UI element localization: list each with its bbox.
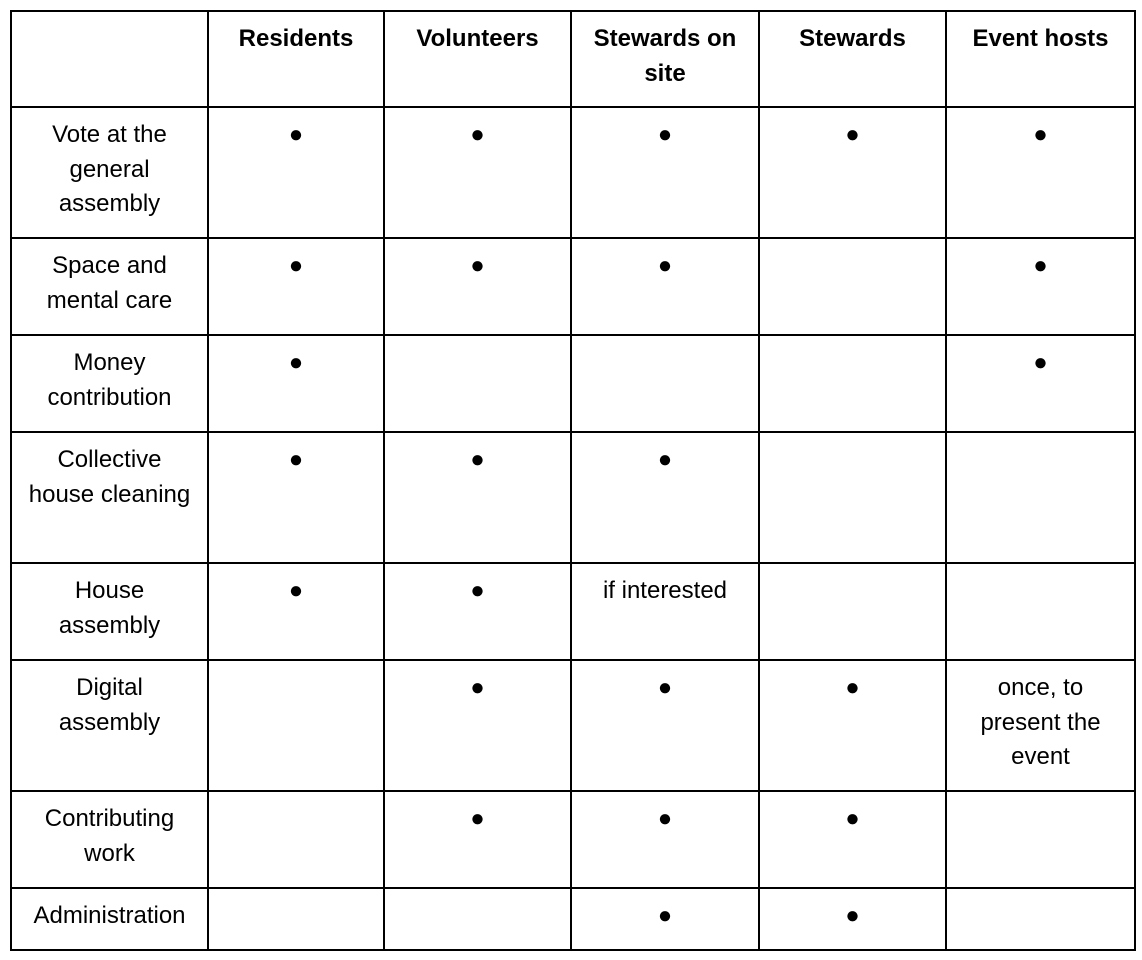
table-cell: ● <box>208 107 384 238</box>
table-cell <box>759 432 946 563</box>
table-cell <box>208 791 384 888</box>
table-cell: ● <box>571 660 759 791</box>
table-row <box>11 335 1135 432</box>
row-label: Vote at the general assembly <box>11 107 208 238</box>
table-cell <box>571 335 759 432</box>
table-row <box>11 888 1135 950</box>
table-cell: ● <box>208 563 384 660</box>
table-cell: ● <box>384 238 571 335</box>
table-cell <box>946 791 1135 888</box>
header-cell-volunteers: Volunteers <box>384 11 571 107</box>
header-cell-stewards: Stewards <box>759 11 946 107</box>
table-cell: ● <box>759 791 946 888</box>
row-label: Digital assembly <box>11 660 208 791</box>
table-row <box>11 107 1135 238</box>
table-cell <box>759 563 946 660</box>
table-cell <box>384 888 571 950</box>
table-cell: ● <box>946 238 1135 335</box>
table-cell: ● <box>571 238 759 335</box>
table-row <box>11 238 1135 335</box>
table-cell: ● <box>384 660 571 791</box>
table-cell: ● <box>571 791 759 888</box>
table-cell: ● <box>759 888 946 950</box>
table-cell: ● <box>208 432 384 563</box>
table-cell: ● <box>384 791 571 888</box>
table-cell <box>208 888 384 950</box>
row-label: Space and mental care <box>11 238 208 335</box>
table-cell: if interested <box>571 563 759 660</box>
table-cell <box>946 563 1135 660</box>
row-label: Administration <box>11 888 208 950</box>
table-cell: ● <box>208 238 384 335</box>
table-row <box>11 791 1135 888</box>
table-cell <box>759 238 946 335</box>
row-label: Collective house cleaning <box>11 432 208 563</box>
table-cell: ● <box>208 335 384 432</box>
row-label: Contributing work <box>11 791 208 888</box>
table-row <box>11 563 1135 660</box>
table-cell: ● <box>384 432 571 563</box>
table-cell: ● <box>946 335 1135 432</box>
header-cell-residents: Residents <box>208 11 384 107</box>
table-cell: once, to present the event <box>946 660 1135 791</box>
table-cell <box>208 660 384 791</box>
table-cell: ● <box>946 107 1135 238</box>
header-cell-stewards-on-site: Stewards on site <box>571 11 759 107</box>
row-label: House assembly <box>11 563 208 660</box>
table-cell: ● <box>759 660 946 791</box>
header-cell-event-hosts: Event hosts <box>946 11 1135 107</box>
table-cell: ● <box>384 563 571 660</box>
table-cell <box>946 888 1135 950</box>
row-label: Money contribution <box>11 335 208 432</box>
table-cell: ● <box>571 888 759 950</box>
table-cell <box>946 432 1135 563</box>
table-cell: ● <box>759 107 946 238</box>
table-row <box>11 432 1135 563</box>
table-cell <box>384 335 571 432</box>
header-row <box>11 11 1135 107</box>
table-cell <box>759 335 946 432</box>
table-row <box>11 660 1135 791</box>
table-cell: ● <box>571 432 759 563</box>
table-cell: ● <box>384 107 571 238</box>
table-cell: ● <box>571 107 759 238</box>
roles-table <box>10 10 1136 951</box>
header-cell-corner <box>11 11 208 107</box>
